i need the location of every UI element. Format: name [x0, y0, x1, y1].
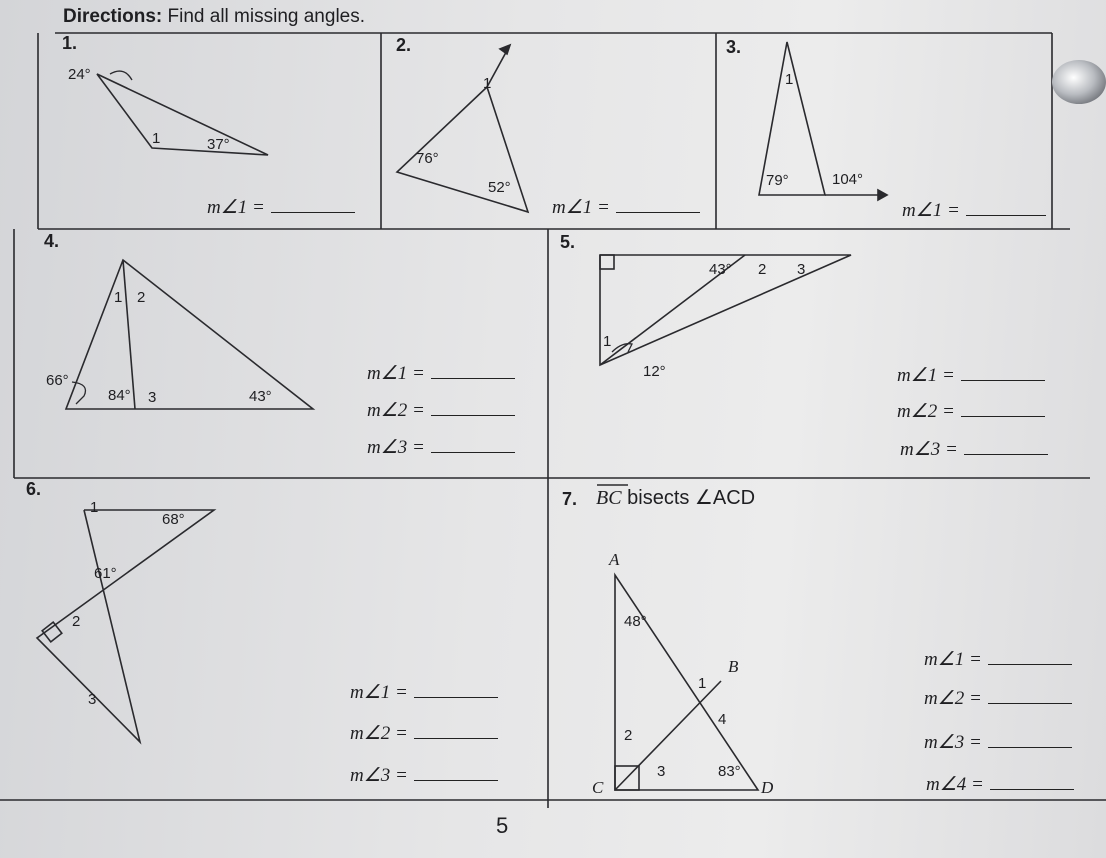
- p4-angle-3: 3: [148, 389, 157, 406]
- triangle-p1: [97, 74, 268, 155]
- answer-blank[interactable]: [988, 650, 1072, 665]
- angle-arrow-p1: [110, 71, 132, 80]
- answer-blank[interactable]: [431, 438, 515, 453]
- binder-ring: [1052, 60, 1106, 104]
- answer-blank[interactable]: [990, 775, 1074, 790]
- p7-point-B: B: [728, 657, 739, 676]
- p6-angle-2: 2: [72, 613, 81, 630]
- p7-answer-4: m∠4 =: [926, 775, 1074, 794]
- answer-blank[interactable]: [414, 683, 498, 698]
- p4-answer-2: m∠2 =: [367, 401, 515, 420]
- p5-angle-43: 43°: [709, 261, 732, 278]
- p7-statement: [596, 488, 755, 508]
- ray-arrowhead-p3: [878, 190, 887, 200]
- right-angle-mark-p5: [600, 255, 614, 269]
- p3-angle-79: 79°: [766, 172, 789, 189]
- figure-p6-outline: [37, 510, 214, 742]
- p1-angle-24: 24°: [68, 66, 91, 83]
- p4-angle-84: 84°: [108, 387, 131, 404]
- p6-answer-2: m∠2 =: [350, 724, 498, 743]
- p4-answer-3: m∠3 =: [367, 438, 515, 457]
- answer-blank[interactable]: [966, 201, 1046, 216]
- p5-answer-2: m∠2 =: [897, 402, 1045, 421]
- p5-angle-2: 2: [758, 261, 767, 278]
- p6-answer-1: m∠1 =: [350, 683, 498, 702]
- p5-angle-3: 3: [797, 261, 806, 278]
- p7-answer-2: m∠2 =: [924, 689, 1072, 708]
- answer-blank[interactable]: [431, 364, 515, 379]
- answer-blank[interactable]: [988, 689, 1072, 704]
- p6-angle-68: 68°: [162, 511, 185, 528]
- p5-answer-3: m∠3 =: [900, 440, 1048, 459]
- p2-angle-52: 52°: [488, 179, 511, 196]
- directions-text: Find all missing angles.: [167, 6, 366, 27]
- p1-answer-1: m∠1 =: [207, 198, 355, 217]
- triangle-p7: [615, 575, 758, 790]
- p6-angle-3: 3: [88, 691, 97, 708]
- p7-statement-rest: bisects ∠ACD: [627, 487, 756, 509]
- page-number: 5: [496, 813, 509, 838]
- p7-answer-3: m∠3 =: [924, 733, 1072, 752]
- p7-angle-3: 3: [657, 763, 666, 780]
- problem-5-number: 5.: [560, 232, 576, 252]
- directions: [63, 7, 365, 26]
- p4-angle-66: 66°: [46, 372, 69, 389]
- p7-angle-1: 1: [698, 675, 707, 692]
- answer-blank[interactable]: [271, 198, 355, 213]
- problem-1-number: 1.: [62, 33, 78, 53]
- p5-angle-12: 12°: [643, 363, 666, 380]
- p7-angle-2: 2: [624, 727, 633, 744]
- triangle-p4: [66, 260, 313, 409]
- directions-label: Directions:: [63, 6, 163, 27]
- ray-arrowhead-p2: [500, 45, 510, 54]
- p3-answer-1: m∠1 =: [902, 201, 1046, 220]
- p4-angle-43: 43°: [249, 388, 272, 405]
- p5-angle-1: 1: [603, 333, 612, 350]
- answer-blank[interactable]: [964, 440, 1048, 455]
- p1-angle-37: 37°: [207, 136, 230, 153]
- problem-4-number: 4.: [44, 231, 60, 251]
- answer-blank[interactable]: [988, 733, 1072, 748]
- p7-point-D: D: [761, 778, 774, 797]
- answer-blank[interactable]: [414, 724, 498, 739]
- answer-blank[interactable]: [961, 402, 1045, 417]
- p6-angle-61: 61°: [94, 565, 117, 582]
- problem-7-number: 7.: [562, 489, 578, 509]
- p2-angle-76: 76°: [416, 150, 439, 167]
- p3-angle-1: 1: [785, 71, 794, 88]
- angle-arrow-p4: [72, 382, 86, 404]
- p2-angle-1: 1: [483, 75, 492, 92]
- p7-point-A: A: [609, 550, 620, 569]
- problem-6-number: 6.: [26, 479, 42, 499]
- problem-2-number: 2.: [396, 35, 412, 55]
- p5-answer-1: m∠1 =: [897, 366, 1045, 385]
- p4-angle-2: 2: [137, 289, 146, 306]
- p7-angle-48: 48°: [624, 613, 647, 630]
- p7-point-C: C: [592, 778, 604, 797]
- answer-blank[interactable]: [616, 198, 700, 213]
- answer-blank[interactable]: [414, 766, 498, 781]
- p1-angle-1: 1: [152, 130, 161, 147]
- p2-answer-1: m∠1 =: [552, 198, 700, 217]
- p7-angle-83: 83°: [718, 763, 741, 780]
- p6-answer-3: m∠3 =: [350, 766, 498, 785]
- p7-segment-BC: BC: [596, 487, 622, 509]
- p7-answer-1: m∠1 =: [924, 650, 1072, 669]
- problem-3-number: 3.: [726, 37, 742, 57]
- p3-angle-104: 104°: [832, 171, 864, 188]
- answer-blank[interactable]: [961, 366, 1045, 381]
- p4-answer-1: m∠1 =: [367, 364, 515, 383]
- p4-angle-1: 1: [114, 289, 123, 306]
- p7-angle-4: 4: [718, 711, 727, 728]
- answer-blank[interactable]: [431, 401, 515, 416]
- p6-angle-1: 1: [90, 499, 99, 516]
